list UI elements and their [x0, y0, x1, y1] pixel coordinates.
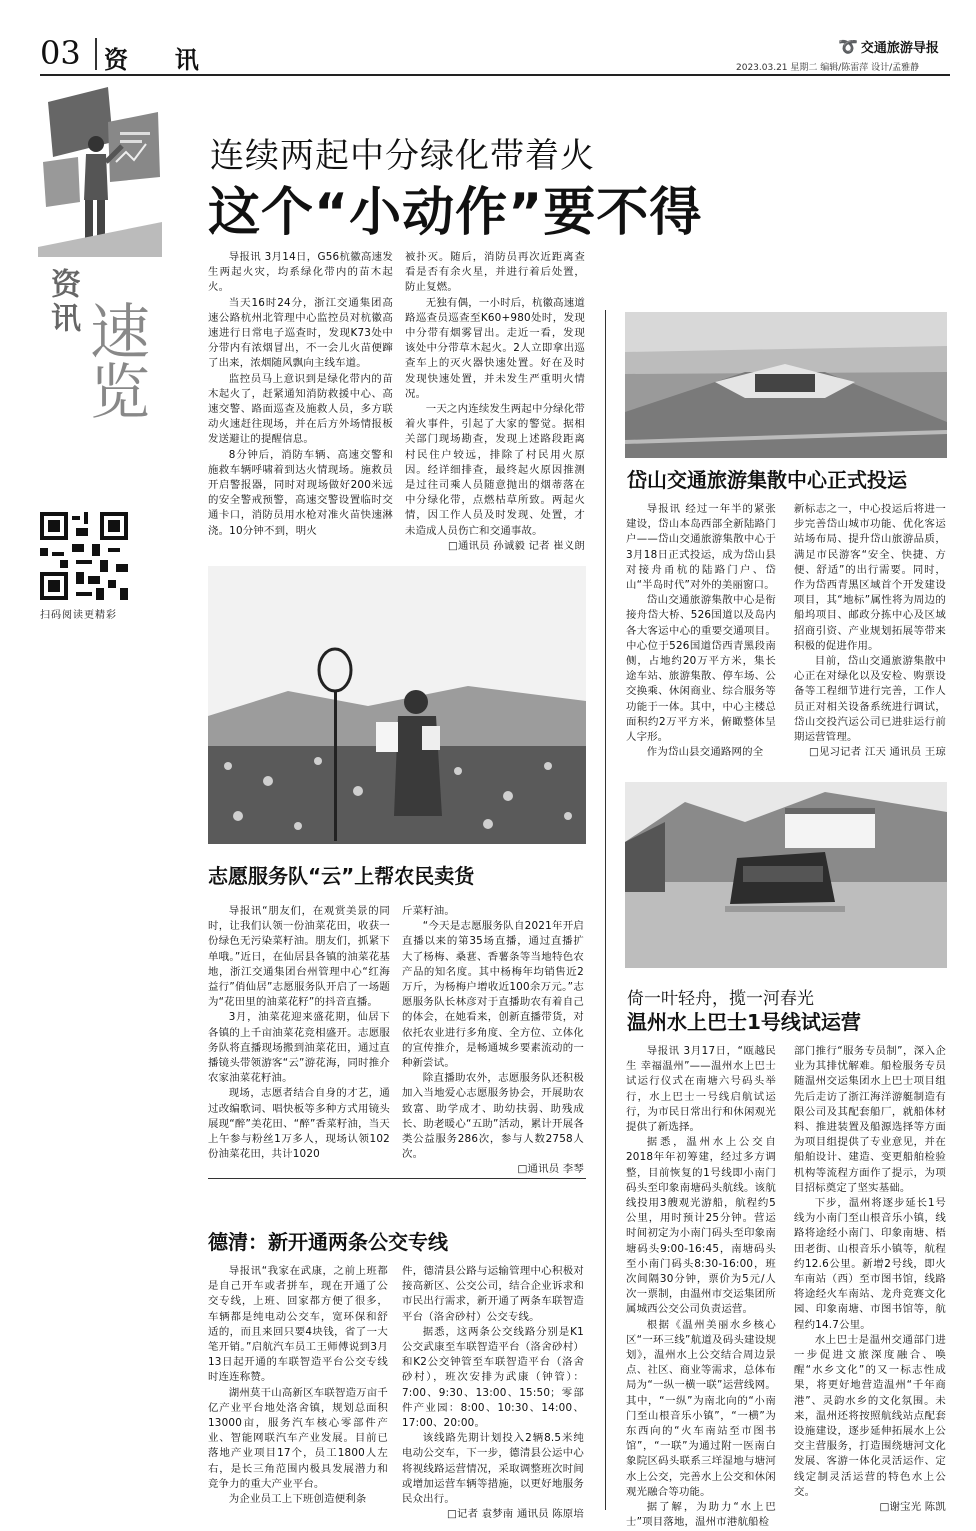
story1-para: 当天16时24分，浙江交通集团高速公路杭州北管理中心监控员对杭徽高速进行日常电子巡查时，发现K73处中分带内有浓烟冒出，不一会儿火苗便蹿了出来，浓烟随风飘向主线车道。: [208, 296, 393, 370]
story5-para: 件，德清县公路与运输管理中心积极对接高新区、公交公司，结合企业诉求和市民出行需求，新开通了两条车联智造平台（洛舍砂村）公交专线。: [402, 1265, 584, 1323]
story3-para: 3月，油菜花迎来盛花期，仙居下各镇的上千亩油菜花竞相盛开。志愿服务队将直播现场搬到油菜花田，通过直播镜头带领游客“云”游花海，同时推介农家油菜花籽油。: [208, 1011, 390, 1085]
qr-caption: 扫码阅读更精彩: [40, 610, 117, 621]
story2-col1: [626, 502, 776, 760]
story4-para: 据了解，为助力“水上巴士”项目落地，温州市港航船检: [626, 1501, 776, 1529]
story2-para: 导报讯 经过一年半的紧张建设，岱山本岛西部全新陆路门户——岱山交通旅游集散中心于3月18日正式投运，成为岱山县对接舟甬杭的陆路门户、岱山“半岛时代”对外的美丽窗口。: [626, 503, 776, 592]
story2-para: 新标志之一，中心投运后将进一步完善岱山城市功能、优化客运站场布局、提升岱山旅游品质，满足市民游客“安全、快捷、方便、舒适”的出行需要。同时，作为岱西青黑区域首个开发建设项目，其“地标”属性将为周边的船坞项目、邮政分拣中心及区域招商引资、产业规划拓展等带来积极的促进作用。: [794, 503, 946, 652]
daishan-photo: [625, 312, 947, 458]
sidebar-title-sulan: 速览: [80, 300, 150, 420]
story2-para: 岱山交通旅游集散中心是衔接舟岱大桥、526国道以及岛内各大客运中心的重要交通项目。中心位于526国道岱西青黑段南侧，占地约20万平方米，集长途车站、旅游集散、停车场、公交换乘、休闲商业、综合服务等功能于一体。其中，中心主楼总面积约2万平方米，俯瞰整体呈人字形。: [626, 594, 776, 744]
story4-para: 导报讯 3月17日，“瓯越民生 幸福温州”——温州水上巴士试运行仪式在南塘六号码头举行，水上巴士一号线启航试运行，为市民日常出行和休闲观光提供了新选择。: [626, 1045, 776, 1134]
story4-kicker: 倚一叶轻舟，揽一河春光: [627, 989, 814, 1009]
story1-para: 8分钟后，消防车辆、高速交警和施救车辆呼啸着到达火情现场。施救员开启警报器，同时对现场做好200米远的安全警戒预警，高速交警设置临时交通卡口，消防员用水枪对准火苗快速淋浇。10分钟不到，明火: [208, 448, 393, 537]
brand-icon: ➰: [838, 37, 858, 56]
brand-name: 交通旅游导报: [860, 41, 939, 56]
story5-para: 湖州莫干山高新区车联智造万亩千亿产业平台地处洛舍镇，规划总面积13000亩，服务汽车核心零部件产业、智能网联汽车产业发展。目前已落地产业项目17个，员工1800人左右，是长三角范围内极具发展潜力和竞争力的重大产业平台。: [208, 1386, 388, 1490]
sidebar-illustration: [38, 82, 162, 257]
story2-headline: 岱山交通旅游集散中心正式投运: [627, 468, 907, 492]
story1-col2: [405, 250, 585, 554]
story2-para: 作为岱山县交通路网的全: [646, 746, 764, 759]
story3-para: 现场，志愿者结合自身的才艺，通过改编歌词、唱快板等多种方式用镜头展现“醉”美花田、“醉”香菜籽油，当天上午参与粉丝1万多人，现场认领102份油菜花田，共计1020: [208, 1087, 390, 1161]
header-rule: [40, 74, 950, 76]
story5-credit: □记者 袁梦南 通讯员 陈原培: [446, 1508, 584, 1521]
story4-para: 根据《温州美丽水乡核心区“一环三线”航道及码头建设规划》，温州水上公交结合周边景点、社区、商业等需求，总体布局为“一纵一横一联”运营线网。其中，“一纵”为南北向的“小南门至山根音乐小镇”，“一横”为东西向的“火车南站至市图书馆”，“一联”为通过附一医南白象院区码头联系三垟湿地与塘河水上公交，完善水上公交和休闲观光融合等功能。: [626, 1318, 776, 1498]
story3-para: 斤菜籽油。: [402, 905, 455, 917]
section-divider: [208, 1178, 586, 1179]
story5-headline: 德清：新开通两条公交专线: [208, 1230, 448, 1254]
column-divider: [605, 310, 606, 1510]
story4-para: 水上巴士是温州交通部门进一步促进文旅深度融合、唤醒“水乡文化”的又一标志性成果，将更好地营造温州“千年商港”、灵韵水乡的文化氛围。未来，温州还将按照航线站点配套设施建设，逐步延伸拓展水上公交主营服务，打造围绕塘河文化发展、客游一体化灵活运作、定线定制灵活运营的特色水上公交。: [794, 1333, 946, 1498]
story4-para: 据悉，温州水上公交自2018年年初筹建，经过多方调整，目前恢复的1号线即小南门码头至印象南塘码头航线。该航线投用3艘观光游船，航程约5公里，用时预计25分钟。营运时间初定为小南门码头至印象南塘码头9:00-16:45，南塘码头至小南门码头8:30-16:00，班次间隔30分钟，票价为5元/人次一票制，由温州市交运集团所属城西公交公司负责运营。: [626, 1136, 776, 1316]
story1-para: 一天之内连续发生两起中分绿化带着火事件，引起了大家的警觉。据相关部门现场勘查，发现上述路段距离村民住户较远，排除了村民用火原因。经详细排查，最终起火原因推测是过往司乘人员随意抛出的烟蒂落在中分绿化带，点燃枯草所致。两起火情，因工作人员及时发现、处置，才未造成人员伤亡和交通事故。: [405, 403, 585, 537]
page-number: 03: [40, 34, 81, 72]
story2-credit: □见习记者 江天 通讯员 王琼: [808, 746, 946, 759]
story3-para: 导报讯“朋友们，在观赏美景的同时，让我们认领一份油菜花田，收获一份绿色无污染菜籽油。朋友们，抓紧下单哦。”近日，在仙居县各镇的油菜花基地，浙江交通集团台州管理中心“红海益行”俏仙居”志愿服务队开启了一场题为“花田里的油菜花籽”的抖音直播。: [208, 905, 390, 1009]
story5-para: 据悉，这两条公交线路分别是K1公交武康至车联智造平台（洛舍砂村）和K2公交钟管至车联智造平台（洛舍砂村），班次安排为武康（钟管）：7:00、9:30、13:00、15:50；零部件产业园：8:00、10:30、14:00、17:00、20:00。: [402, 1325, 584, 1430]
story3-col1: [208, 904, 390, 1162]
wenzhou-photo: [625, 782, 947, 968]
qr-code[interactable]: [40, 512, 128, 600]
story4-col2: [794, 1044, 946, 1515]
story3-para: 除直播助农外，志愿服务队还积极加入当地爱心志愿服务协会，开展助农致富、助学成才、助幼扶弱、助残成长、助老暖心“五助”活动，累计开展各类公益服务286次，参与人数2758人次。: [402, 1072, 584, 1161]
story1-credit: □通讯员 孙诚毅 记者 崔义朗: [447, 539, 585, 552]
story1-para: 无独有偶，一小时后，杭徽高速道路巡查员巡查至K60+980处时，发现中分带有烟雾冒出。走近一看，发现该处中分带草木起火。2人立即拿出巡查车上的灭火器快速处置。好在及时发现快速处置，并未发生严重明火情况。: [405, 296, 585, 400]
story5-col1: [208, 1264, 388, 1507]
volunteer-photo: [208, 566, 586, 844]
story5-para: 为企业员工上下班创造便利条: [228, 1493, 367, 1506]
story4-para: 下步，温州将逐步延长1号线为小南门至山根音乐小镇，线路将途经小南门、印象南塘、梧田老街、山根音乐小镇等，航程约12.6公里。新增2号线，即火车南站（西）至市图书馆，线路将途经火车南站、龙舟竞赛文化园、印象南塘、市图书馆等，航程约14.7公里。: [794, 1197, 946, 1331]
story3-headline: 志愿服务队“云”上帮农民卖货: [208, 864, 475, 888]
section-title: 资 讯: [104, 46, 209, 74]
story3-credit: □通讯员 李琴: [517, 1163, 584, 1176]
story3-col2: [402, 904, 584, 1178]
story5-col2: [402, 1264, 584, 1522]
story1-para: 监控员马上意识到是绿化带内的苗木起火了，赶紧通知消防救援中心、高速交警、路面巡查及施救人员，多方联动火速赶往现场，并在后方外场情报板发送避让的提醒信息。: [208, 372, 393, 446]
sidebar-title-zixun: 资讯: [45, 268, 80, 336]
story4-credit: □谢宝光 陈凯: [879, 1501, 946, 1514]
story1-kicker: 连续两起中分绿化带着火: [210, 136, 595, 176]
story1-col1: [208, 250, 393, 539]
story4-para: 部门推行“服务专员制”，深入企业为其排忧解难。船检服务专员随温州交运集团水上巴士项目组先后走访了浙江海洋游艇制造有限公司及其配套船厂，就船体材料、推进装置及船源选择等方面为项目组提供了专业意见，并在船舶设计、建造、变更船舶检验机构等流程方面作了提示，为项目招标奠定了坚实基础。: [794, 1045, 946, 1194]
story5-para: 导报讯“我家在武康，之前上班都是自己开车或者拼车，现在开通了公交专线，上班、回家都方便了很多，车辆都是纯电动公交车，宽环保和舒适的，而且来回只要4块钱，省了一大笔开销。”启航汽车员工王师傅说到3月13日起开通的车联智造平台公交专线时连连称赞。: [208, 1265, 388, 1384]
story1-para: 被扑灭。随后，消防员再次近距离查看是否有余火星，并进行着后处置，防止复燃。: [405, 251, 585, 294]
header-divider: [95, 38, 97, 70]
story3-para: “今天是志愿服务队自2021年开启直播以来的第35场直播，通过直播扩大了杨梅、桑葚、香薯条等当地特色农产品的知名度。其中杨梅年均销售近2万斤，为杨梅户增收近100余万元。”志愿服务队长林彦对于直播助农有着自己的体会，在她看来，创新直播带货，对依托农业进行多角度、全方位、立体化的宣传推介，是畅通城乡要素流动的一种新尝试。: [402, 920, 584, 1070]
header-meta: 2023.03.21 星期二 编辑/陈雷萍 设计/孟雅静: [736, 63, 920, 73]
story4-col1: [626, 1044, 776, 1531]
story1-headline: 这个“小动作”要不得: [208, 183, 703, 243]
story5-para: 该线路先期计划投入2辆8.5米纯电动公交车，下一步，德清县公运中心将视线路运营情况，采取调整班次时间或增加运营车辆等措施，以更好地服务民众出行。: [402, 1432, 584, 1506]
brand-logo: [838, 37, 939, 56]
story1-para: 导报讯 3月14日，G56杭徽高速发生两起火灾，均系绿化带内的苗木起火。: [208, 251, 393, 294]
story2-col2: [794, 502, 946, 760]
story2-para: 目前，岱山交通旅游集散中心正在对绿化以及安检、购票设备等工程细节进行完善，工作人员正对相关设备系统进行调试，岱山交投汽运公司已进驻运行前期运营管理。: [794, 655, 946, 744]
story4-headline: 温州水上巴士1号线试运营: [627, 1010, 861, 1034]
